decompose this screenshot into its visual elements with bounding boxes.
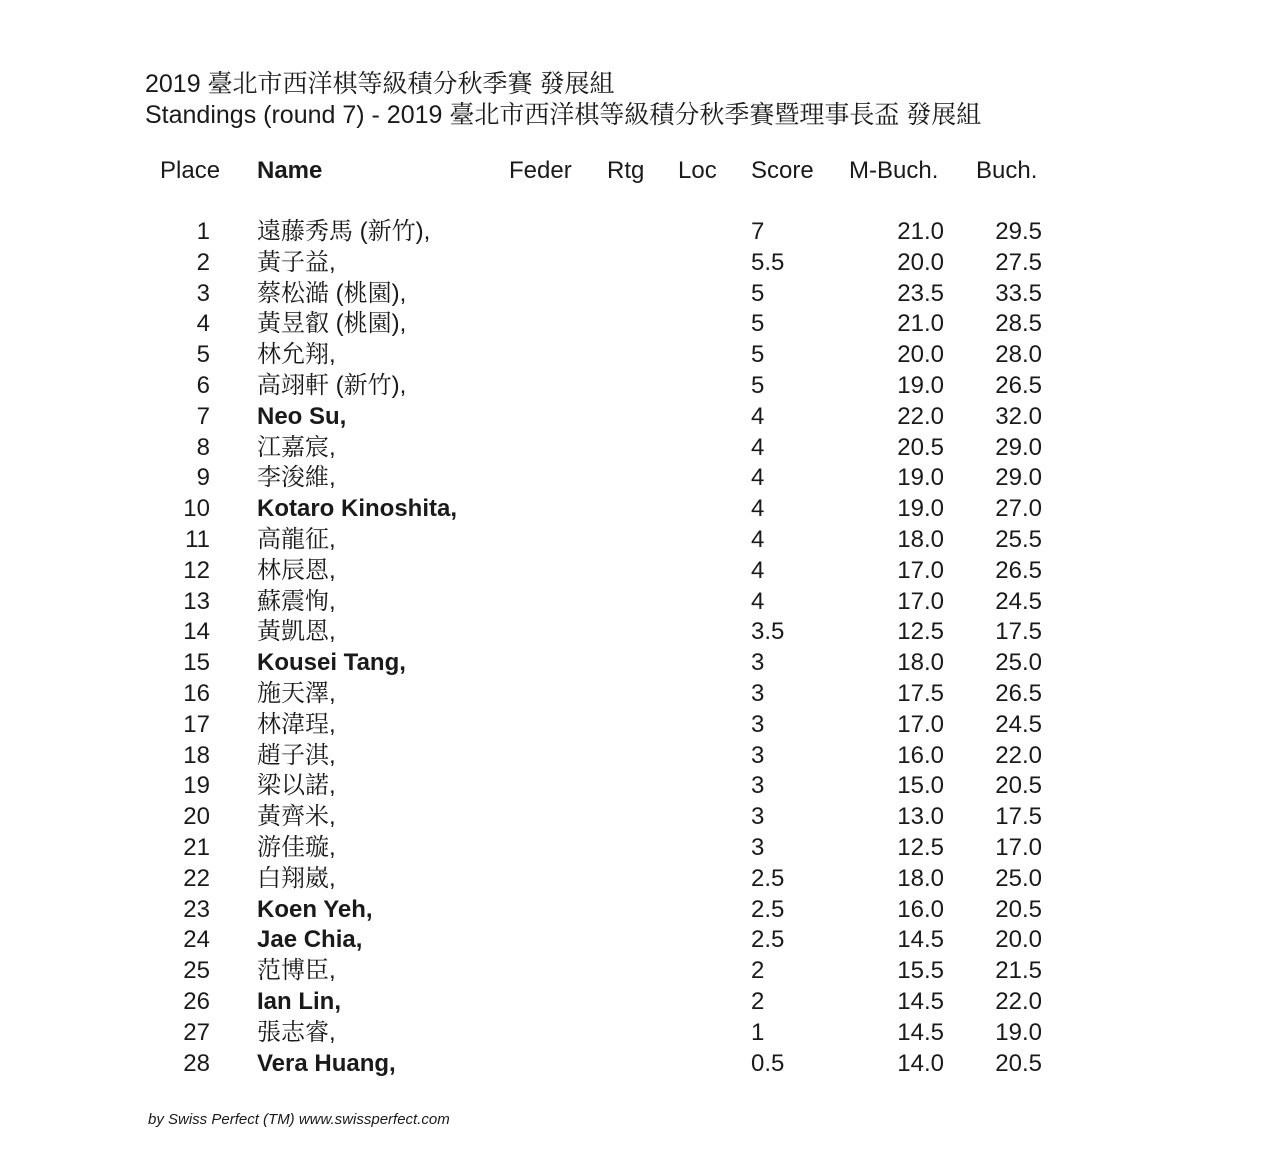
place-cell: 7 xyxy=(196,402,210,430)
name-cell: 林允翔, xyxy=(257,341,336,369)
buch-cell: 20.5 xyxy=(995,1049,1042,1077)
footer-credit: by Swiss Perfect (TM) www.swissperfect.com xyxy=(148,1111,450,1128)
m-buch-cell: 19.0 xyxy=(897,464,944,492)
buch-cell: 26.5 xyxy=(995,556,1042,584)
table-row xyxy=(0,525,1280,556)
place-cell: 4 xyxy=(196,310,210,338)
place-cell: 8 xyxy=(196,433,210,461)
m-buch-cell: 15.5 xyxy=(897,957,944,985)
buch-cell: 17.5 xyxy=(995,803,1042,831)
table-row xyxy=(0,956,1280,987)
m-buch-cell: 18.0 xyxy=(897,864,944,892)
buch-cell: 17.0 xyxy=(995,833,1042,861)
name-cell: 高龍征, xyxy=(257,525,336,553)
place-cell: 9 xyxy=(196,464,210,492)
m-buch-cell: 20.5 xyxy=(897,433,944,461)
place-cell: 18 xyxy=(183,741,210,769)
table-row xyxy=(0,895,1280,926)
score-cell: 3 xyxy=(751,803,765,831)
score-cell: 2 xyxy=(751,987,765,1015)
m-buch-cell: 13.0 xyxy=(897,803,944,831)
buch-cell: 27.0 xyxy=(995,495,1042,523)
m-buch-cell: 14.5 xyxy=(897,926,944,954)
m-buch-cell: 23.5 xyxy=(897,279,944,307)
score-cell: 3 xyxy=(751,772,765,800)
table-row xyxy=(0,987,1280,1018)
m-buch-cell: 17.0 xyxy=(897,587,944,615)
m-buch-cell: 20.0 xyxy=(897,341,944,369)
place-cell: 27 xyxy=(183,1018,210,1046)
place-cell: 25 xyxy=(183,957,210,985)
place-cell: 10 xyxy=(183,495,210,523)
name-cell: 高翊軒 (新竹), xyxy=(257,371,407,399)
table-row xyxy=(0,771,1280,802)
m-buch-cell: 16.0 xyxy=(897,741,944,769)
m-buch-cell: 16.0 xyxy=(897,895,944,923)
name-cell: 梁以諾, xyxy=(257,772,336,800)
buch-cell: 29.5 xyxy=(995,218,1042,245)
name-cell: Koen Yeh, xyxy=(257,895,373,923)
place-cell: 1 xyxy=(196,218,210,245)
score-cell: 2.5 xyxy=(751,926,785,954)
score-cell: 2.5 xyxy=(751,864,785,892)
buch-cell: 21.5 xyxy=(995,957,1042,985)
m-buch-cell: 14.5 xyxy=(897,1018,944,1046)
name-cell: Kotaro Kinoshita, xyxy=(257,495,458,523)
name-cell: 黃昱叡 (桃園), xyxy=(257,310,407,338)
table-row xyxy=(0,679,1280,710)
score-cell: 4 xyxy=(751,433,765,461)
m-buch-cell: 14.5 xyxy=(897,987,944,1015)
buch-cell: 26.5 xyxy=(995,679,1042,707)
table-row xyxy=(0,648,1280,679)
buch-cell: 29.0 xyxy=(995,433,1042,461)
buch-cell: 24.5 xyxy=(995,587,1042,615)
name-cell: 白翔崴, xyxy=(257,864,336,892)
buch-cell: 32.0 xyxy=(995,402,1042,430)
buch-cell: 29.0 xyxy=(995,464,1042,492)
score-cell: 4 xyxy=(751,464,765,492)
place-cell: 17 xyxy=(183,710,210,738)
buch-cell: 24.5 xyxy=(995,710,1042,738)
name-cell: 施天澤, xyxy=(257,679,336,707)
buch-cell: 22.0 xyxy=(995,987,1042,1015)
buch-cell: 17.5 xyxy=(995,618,1042,646)
m-buch-cell: 18.0 xyxy=(897,649,944,677)
m-buch-cell: 15.0 xyxy=(897,772,944,800)
m-buch-cell: 22.0 xyxy=(897,402,944,430)
place-cell: 22 xyxy=(183,864,210,892)
table-row xyxy=(0,833,1280,864)
score-cell: 2.5 xyxy=(751,895,785,923)
name-cell: 黃子益, xyxy=(257,248,336,276)
table-row xyxy=(0,741,1280,772)
buch-cell: 19.0 xyxy=(995,1018,1042,1046)
buch-cell: 28.0 xyxy=(995,341,1042,369)
table-row xyxy=(0,279,1280,310)
table-row xyxy=(0,710,1280,741)
place-cell: 24 xyxy=(183,926,210,954)
table-row xyxy=(0,925,1280,956)
name-cell: 蘇震恂, xyxy=(257,587,336,615)
table-row xyxy=(0,494,1280,525)
standings-subtitle: Standings (round 7) - 2019 臺北市西洋棋等級積分秋季賽暨理事長盃 發展組 xyxy=(145,101,982,129)
buch-cell: 26.5 xyxy=(995,371,1042,399)
place-cell: 2 xyxy=(196,248,210,276)
m-buch-cell: 20.0 xyxy=(897,248,944,276)
name-cell: Vera Huang, xyxy=(257,1049,396,1077)
table-row xyxy=(0,248,1280,279)
place-cell: 28 xyxy=(183,1049,210,1077)
m-buch-cell: 17.0 xyxy=(897,556,944,584)
place-cell: 11 xyxy=(185,525,210,553)
document-title: 2019 臺北市西洋棋等級積分秋季賽 發展組 xyxy=(145,70,615,98)
header-name: Name xyxy=(257,157,323,184)
name-cell: 遠藤秀馬 (新竹), xyxy=(257,218,431,245)
score-cell: 3 xyxy=(751,649,765,677)
score-cell: 1 xyxy=(751,1018,765,1046)
m-buch-cell: 21.0 xyxy=(897,310,944,338)
m-buch-cell: 21.0 xyxy=(897,218,944,245)
name-cell: 林湋珵, xyxy=(257,710,336,738)
table-row xyxy=(0,433,1280,464)
place-cell: 26 xyxy=(183,987,210,1015)
m-buch-cell: 14.0 xyxy=(897,1049,944,1077)
score-cell: 3 xyxy=(751,679,765,707)
table-row xyxy=(0,463,1280,494)
m-buch-cell: 18.0 xyxy=(897,525,944,553)
score-cell: 3 xyxy=(751,741,765,769)
place-cell: 23 xyxy=(183,895,210,923)
score-cell: 4 xyxy=(751,402,765,430)
m-buch-cell: 17.5 xyxy=(897,679,944,707)
buch-cell: 25.5 xyxy=(995,525,1042,553)
header-loc: Loc xyxy=(678,157,717,184)
table-row xyxy=(0,617,1280,648)
place-cell: 13 xyxy=(183,587,210,615)
table-row xyxy=(0,1049,1280,1080)
buch-cell: 20.5 xyxy=(995,895,1042,923)
place-cell: 6 xyxy=(196,371,210,399)
buch-cell: 25.0 xyxy=(995,649,1042,677)
name-cell: 范博臣, xyxy=(257,957,336,985)
table-row xyxy=(0,402,1280,433)
name-cell: 黃凱恩, xyxy=(257,618,336,646)
place-cell: 12 xyxy=(183,556,210,584)
place-cell: 20 xyxy=(183,803,210,831)
m-buch-cell: 17.0 xyxy=(897,710,944,738)
buch-cell: 28.5 xyxy=(995,310,1042,338)
table-row xyxy=(0,217,1280,248)
score-cell: 4 xyxy=(751,556,765,584)
buch-cell: 20.5 xyxy=(995,772,1042,800)
place-cell: 3 xyxy=(196,279,210,307)
score-cell: 2 xyxy=(751,957,765,985)
header-place: Place xyxy=(160,157,221,184)
name-cell: 林辰恩, xyxy=(257,556,336,584)
m-buch-cell: 19.0 xyxy=(897,495,944,523)
table-row xyxy=(0,1018,1280,1049)
score-cell: 3.5 xyxy=(751,618,785,646)
place-cell: 5 xyxy=(196,341,210,369)
table-row xyxy=(0,587,1280,618)
table-row xyxy=(0,340,1280,371)
place-cell: 19 xyxy=(183,772,210,800)
name-cell: 黃齊米, xyxy=(257,803,336,831)
name-cell: Ian Lin, xyxy=(257,987,341,1015)
buch-cell: 25.0 xyxy=(995,864,1042,892)
name-cell: Jae Chia, xyxy=(257,926,363,954)
score-cell: 5.5 xyxy=(751,248,785,276)
table-row xyxy=(0,309,1280,340)
buch-cell: 20.0 xyxy=(995,926,1042,954)
score-cell: 3 xyxy=(751,833,765,861)
score-cell: 4 xyxy=(751,495,765,523)
name-cell: 李浚維, xyxy=(257,464,336,492)
score-cell: 7 xyxy=(751,218,765,245)
score-cell: 4 xyxy=(751,587,765,615)
header-m-buch: M-Buch. xyxy=(849,157,939,184)
name-cell: 趙子淇, xyxy=(257,741,336,769)
place-cell: 15 xyxy=(183,649,210,677)
header-score: Score xyxy=(751,157,814,184)
m-buch-cell: 12.5 xyxy=(897,618,944,646)
score-cell: 0.5 xyxy=(751,1049,785,1077)
table-row xyxy=(0,556,1280,587)
buch-cell: 22.0 xyxy=(995,741,1042,769)
score-cell: 3 xyxy=(751,710,765,738)
score-cell: 5 xyxy=(751,279,765,307)
place-cell: 21 xyxy=(183,833,210,861)
place-cell: 14 xyxy=(183,618,210,646)
table-row xyxy=(0,371,1280,402)
header-feder: Feder xyxy=(509,157,572,184)
buch-cell: 33.5 xyxy=(995,279,1042,307)
name-cell: Neo Su, xyxy=(257,402,347,430)
header-rtg: Rtg xyxy=(607,157,645,184)
table-row xyxy=(0,802,1280,833)
score-cell: 4 xyxy=(751,525,765,553)
name-cell: 蔡松澔 (桃園), xyxy=(257,279,407,307)
table-row xyxy=(0,864,1280,895)
m-buch-cell: 12.5 xyxy=(897,833,944,861)
name-cell: 江嘉宸, xyxy=(257,433,336,461)
name-cell: 游佳璇, xyxy=(257,833,336,861)
name-cell: 張志睿, xyxy=(257,1018,336,1046)
place-cell: 16 xyxy=(183,679,210,707)
score-cell: 5 xyxy=(751,341,765,369)
name-cell: Kousei Tang, xyxy=(257,649,406,677)
m-buch-cell: 19.0 xyxy=(897,371,944,399)
buch-cell: 27.5 xyxy=(995,248,1042,276)
standings-table xyxy=(0,217,1280,1079)
header-buch: Buch. xyxy=(976,157,1038,184)
score-cell: 5 xyxy=(751,371,765,399)
score-cell: 5 xyxy=(751,310,765,338)
